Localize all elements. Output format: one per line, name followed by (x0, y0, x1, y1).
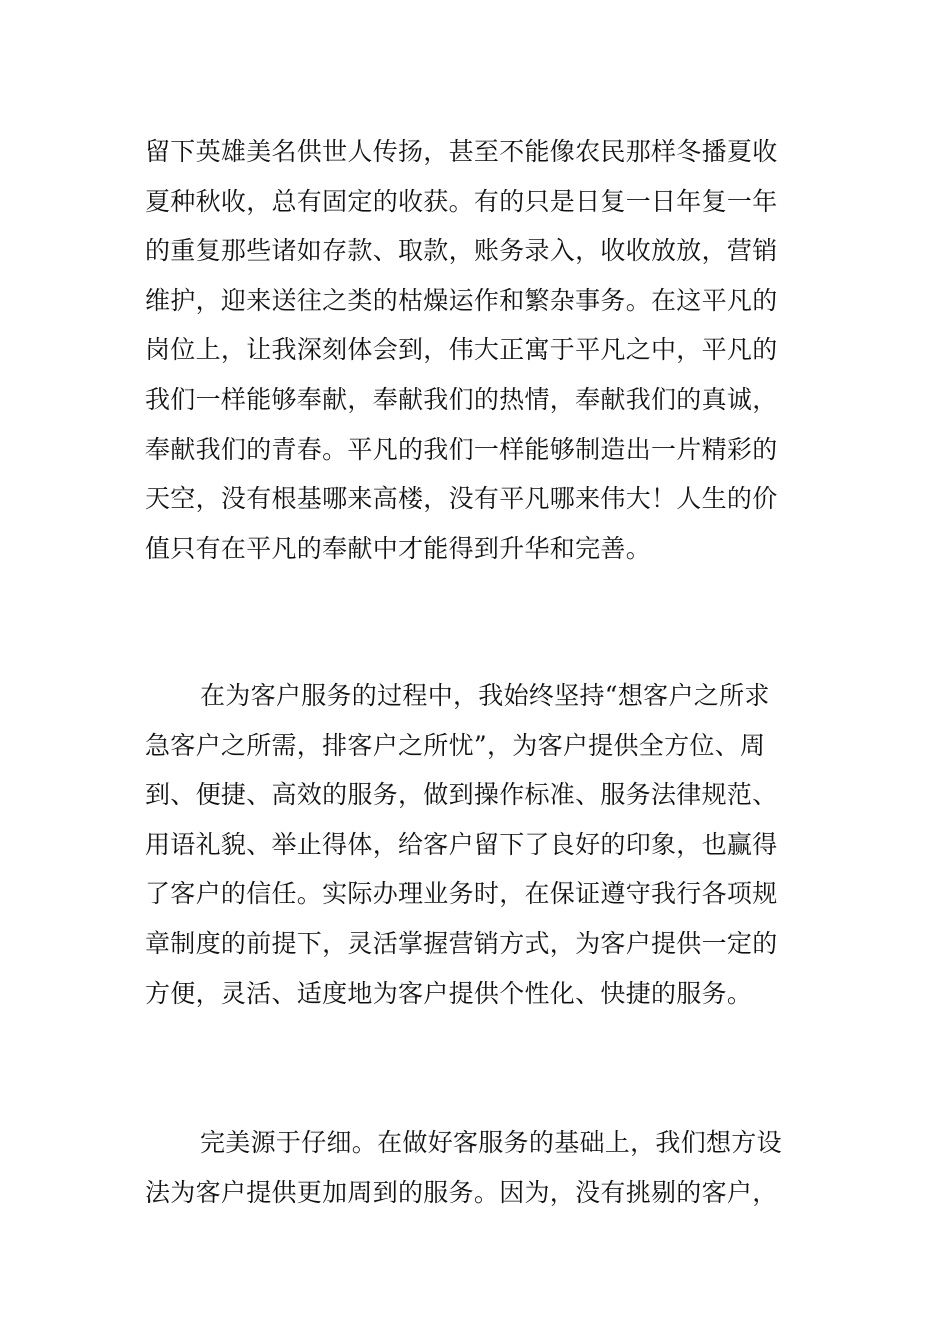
paragraph-line: 方便，灵活、适度地为客户提供个性化、快捷的服务。 (145, 978, 753, 1008)
paragraph-line: 急客户之所需，排客户之所忧”，为客户提供全方位、周 (145, 730, 766, 760)
paragraph-line: 岗位上，让我深刻体会到，伟大正寓于平凡之中，平凡的 (145, 335, 778, 365)
paragraph-line: 奉献我们的青春。平凡的我们一样能够制造出一片精彩的 (145, 434, 778, 464)
paragraph-line: 留下英雄美名供世人传扬，甚至不能像农民那样冬播夏收 (145, 137, 778, 166)
paragraph-line: 的重复那些诸如存款、取款，账务录入，收收放放，营销 (145, 236, 778, 266)
paragraph-1 (145, 127, 810, 573)
paragraph-first-line: 在为客户服务的过程中，我始终坚持“想客户之所求 (200, 681, 770, 710)
paragraph-line: 了客户的信任。实际办理业务时，在保证遵守我行各项规 (145, 879, 778, 909)
paragraph-line: 维护，迎来送往之类的枯燥运作和繁杂事务。在这平凡的 (145, 285, 778, 315)
paragraph-line: 到、便捷、高效的服务，做到操作标准、服务法律规范、 (145, 780, 778, 810)
paragraph-line: 法为客户提供更加周到的服务。因为，没有挑剔的客户， (145, 1177, 778, 1207)
paragraph-2 (145, 671, 810, 1018)
paragraph-line: 用语礼貌、举止得体，给客户留下了良好的印象，也赢得 (145, 829, 778, 859)
paragraph-first-line: 完美源于仔细。在做好客服务的基础上，我们想方设 (200, 1128, 782, 1157)
paragraph-line: 章制度的前提下，灵活掌握营销方式，为客户提供一定的 (145, 928, 778, 958)
paragraph-line: 夏种秋收，总有固定的收获。有的只是日复一日年复一年 (145, 186, 778, 216)
paragraph-line: 我们一样能够奉献，奉献我们的热情，奉献我们的真诚， (145, 384, 778, 414)
paragraph-line: 值只有在平凡的奉献中才能得到升华和完善。 (145, 533, 652, 563)
paragraph-3 (145, 1118, 810, 1217)
paragraph-line: 天空，没有根基哪来高楼，没有平凡哪来伟大！人生的价 (145, 484, 778, 514)
